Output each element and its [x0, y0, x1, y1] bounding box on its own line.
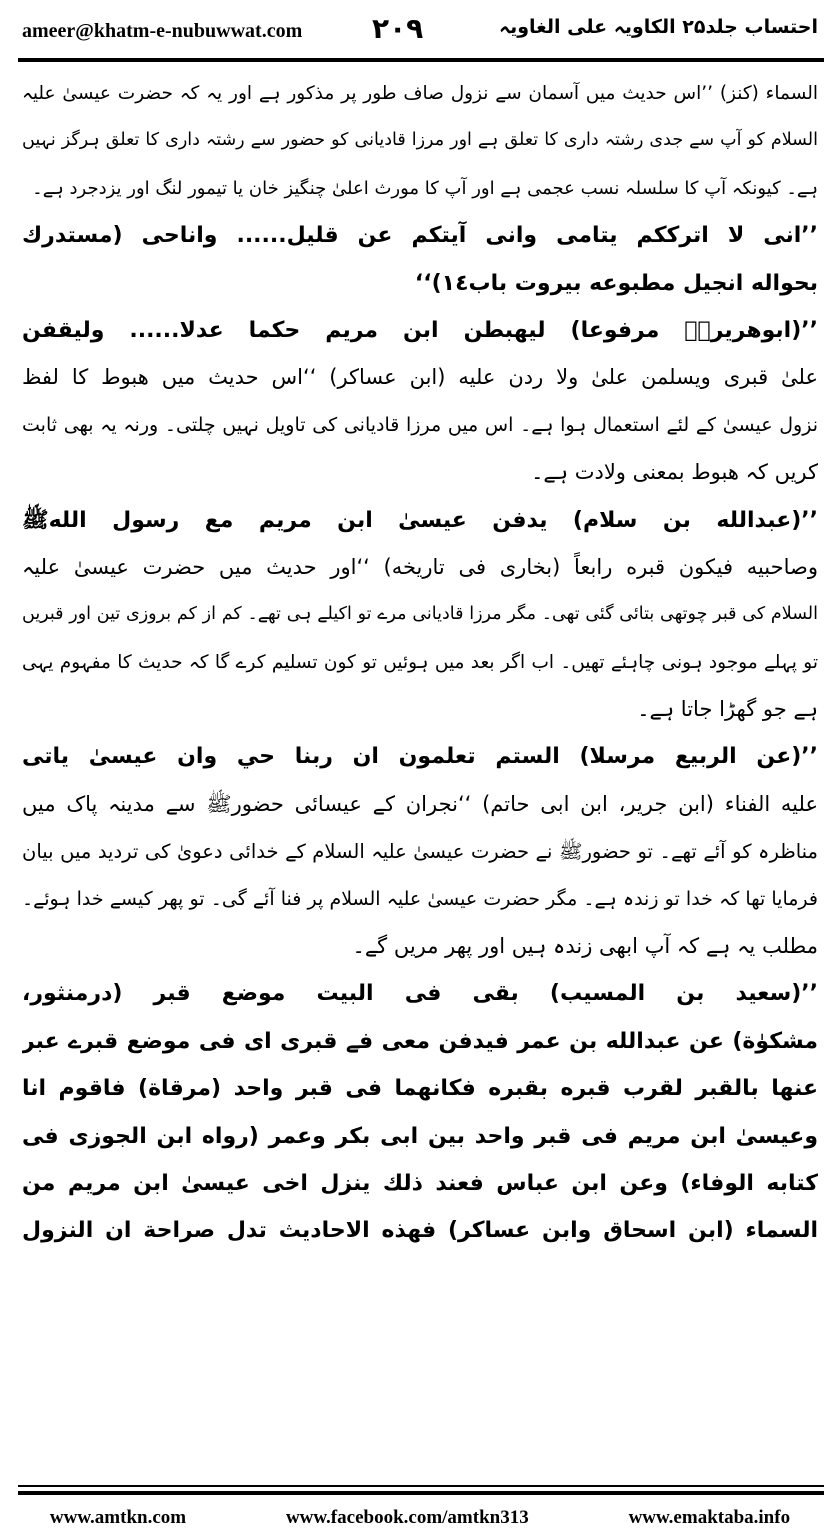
header-rule [18, 58, 824, 62]
page-header [0, 0, 840, 58]
text-line: ہے جو گھڑا جاتا ہے۔ [637, 697, 818, 722]
footer-rule-thin [18, 1485, 824, 1487]
text-line: السلام کو آپ سے جدی رشتہ داری کا تعلق ہے اور مرزا قادیانی کو حضور سے رشتہ داری کا تعلق ہرگز نہیں [22, 130, 818, 151]
text-line: السماء (کنز) ’’اس حدیث میں آسمان سے نزول صاف طور پر مذکور ہے اور یہ کہ حضرت عیسیٰ علیہ [22, 83, 818, 104]
text-line: تو پہلے موجود ہونی چاہئے تھیں۔ اب اگر بعد میں ہوئیں تو کون تسلیم کرے گا کہ حدیث کا مفہوم یہی [22, 651, 818, 673]
text-line: وصاحبیه فیکون قبره رابعاً (بخاری فی تاریخه) ‘‘اور حدیث میں حضرت عیسیٰ علیہ [22, 554, 818, 579]
text-line: السلام کی قبر چوتھی بتائی گئی تھی۔ مگر مرزا قادیانی مرے تو اکیلے ہی تھے۔ کم از کم بروزی تین اور قبریں [22, 604, 818, 625]
header-email[interactable]: ameer@khatm-e-nubuwwat.com [22, 20, 303, 42]
footer-rule-thick [18, 1491, 824, 1495]
text-line: مطلب یہ ہے کہ آپ ابھی زندہ ہیں اور پھر مریں گے۔ [352, 934, 818, 959]
arabic-quote-line: ’’(عبدالله بن سلام) یدفن عیسیٰ ابن مریم مع رسول اللهﷺ [22, 507, 818, 533]
text-line: فرمایا تھا کہ خدا تو زندہ ہے۔ مگر حضرت عیسیٰ علیہ السلام پر فنا آئے گی۔ تو پھر کیسے خدا ہوئے۔ [22, 887, 818, 910]
arabic-quote-line: مشکوٰة) عن عبدالله بن عمر فیدفن معی فے قبری ای فی موضع قبرے عبر [22, 1028, 818, 1054]
page-number: ۲۰۹ [372, 12, 424, 45]
page-footer [0, 1500, 840, 1536]
text-line: ہے۔ کیونکہ آپ کا سلسلہ نسب عجمی ہے اور آپ کا مورث اعلیٰ چنگیز خان یا تیمور لنگ اور یزدجرد ہے۔ [32, 177, 818, 199]
arabic-quote-line: ’’(عن الربیع مرسلا) الستم تعلمون ان ربنا حي وان عیسیٰ یاتی [22, 744, 818, 770]
text-line: علیه الفناء (ابن جریر، ابن ابی حاتم) ‘‘نجران کے عیسائی حضورﷺ سے مدینہ پاک میں [22, 791, 818, 816]
text-line: کریں کہ ھبوط بمعنی ولادت ہے۔ [531, 460, 818, 485]
arabic-quote-line: بحواله انجیل مطبوعه بیروت باب١٤)‘‘ [414, 270, 818, 296]
arabic-quote-line: ’’(ابوھریرۃؓ مرفوعا) لیھبطن ابن مریم حکما عدلا...... ولیقفن [22, 317, 818, 343]
text-line: علیٰ قبری ویسلمن علیٰ ولا ردن علیه (ابن عساکر) ‘‘اس حدیث میں ھبوط کا لفظ [22, 365, 818, 390]
text-line: مناظرہ کو آئے تھے۔ تو حضورﷺ نے حضرت عیسیٰ علیہ السلام کے خدائی دعویٰ کی تردید میں بیان [22, 840, 818, 864]
footer-link-emaktaba[interactable]: www.emaktaba.info [628, 1507, 791, 1528]
footer-link-facebook[interactable]: www.facebook.com/amtkn313 [285, 1507, 529, 1528]
arabic-quote-line: کتابه الوفاء) وعن ابن عباس فعند ذلك ینزل اخی عیسیٰ ابن مریم من [22, 1170, 818, 1196]
text-line: نزول عیسیٰ کے لئے استعمال ہوا ہے۔ اس میں مرزا قادیانی کی تاویل نہیں چلتی۔ ورنہ یہ بھی ثابت [22, 413, 818, 436]
page-body [22, 70, 818, 1255]
arabic-quote-line: وعیسیٰ ابن مریم فی قبر واحد بین ابی بکر وعمر (رواه ابن الجوزی فی [22, 1123, 818, 1149]
arabic-quote-line: السماء (ابن اسحاق وابن عساکر) فهذه الاحادیث تدل صراحة ان النزول [22, 1218, 818, 1244]
running-title: احتساب جلد۲۵ الکاویہ علی الغاویہ [498, 16, 818, 38]
footer-link-amtkn[interactable]: www.amtkn.com [49, 1507, 187, 1528]
arabic-quote-line: ’’(سعید بن المسیب) بقی فی البیت موضع قبر (درمنثور، [22, 981, 818, 1007]
arabic-quote-line: عنها بالقبر لقرب قبره بقبره فکانهما فی قبر واحد (مرقاة) فاقوم انا [22, 1076, 818, 1102]
arabic-quote-line: ’’انی لا اترککم یتامی وانی آیتکم عن قلیل...... واناحی (مستدرك [22, 223, 818, 249]
